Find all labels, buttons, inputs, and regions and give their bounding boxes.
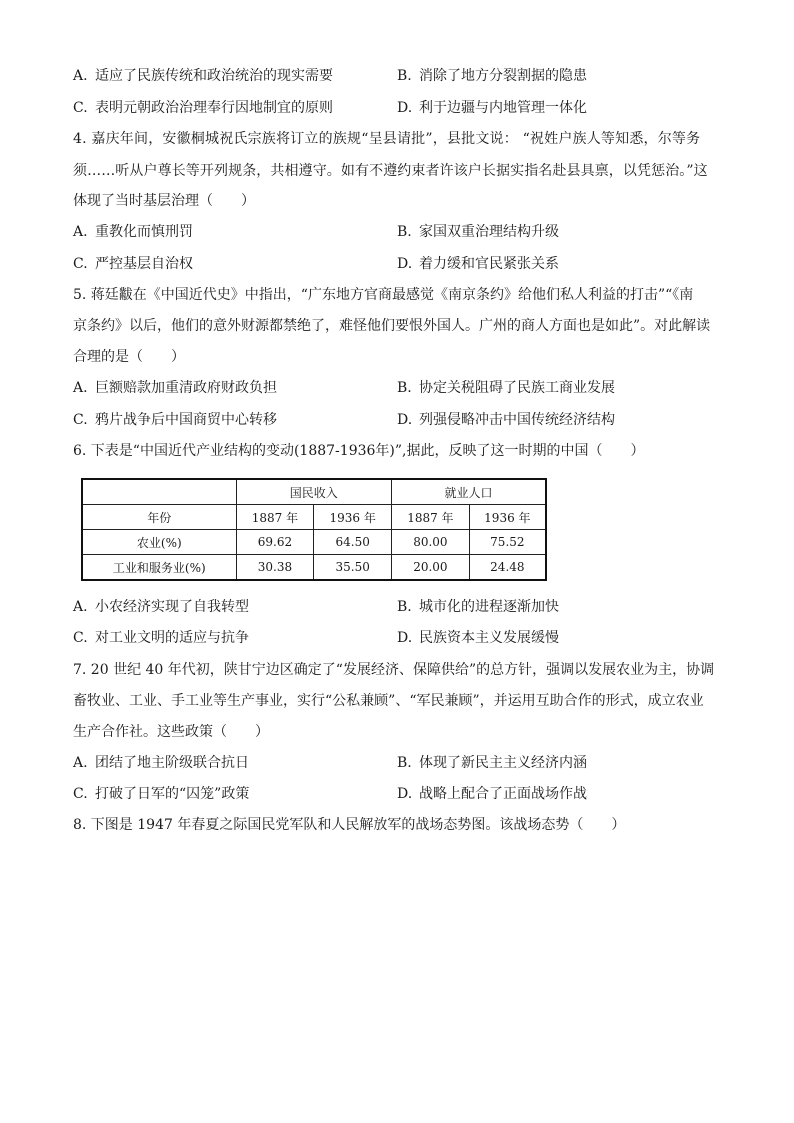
q4-option-d[interactable] [397,255,559,273]
table-row-header: 年份 [82,505,236,530]
option-text: 家国双重治理结构升级 [419,224,559,240]
q6-option-a[interactable] [73,598,249,616]
option-text: 鸦片战争后中国商贸中心转移 [95,412,277,428]
option-letter: B. [397,224,412,240]
q7-option-a[interactable] [73,754,249,772]
q4-option-c[interactable] [73,255,193,273]
table-group-header: 国民收入 [236,479,391,505]
table-cell: 80.00 [392,530,470,555]
q3-option-c[interactable] [73,99,333,117]
table-year-cell: 1887 年 [392,505,470,530]
option-letter: D. [397,630,413,646]
table-year-cell: 1936 年 [469,505,546,530]
table-cell: 69.62 [236,530,314,555]
option-text: 城市化的进程逐渐加快 [419,599,559,615]
option-letter: C. [73,256,88,272]
q6-stem-line1: 6. 下表是“中国近代产业结构的变动(1887-1936年)”,据此，反映了这一时期的中国（ ） [73,443,645,459]
table-cell: 30.38 [236,555,314,581]
q4-option-b[interactable] [397,223,559,241]
option-text: 战略上配合了正面战场作战 [419,786,587,802]
q5-stem-line3: 合理的是（ ） [73,349,185,365]
table-header-row [82,479,546,505]
option-letter: A. [73,380,88,396]
option-text: 利于边疆与内地管理一体化 [419,100,587,116]
q6-option-b[interactable] [397,598,559,616]
q5-stem-line1: 5. 蒋廷黻在《中国近代史》中指出，“广东地方官商最感觉《南京条约》给他们私人利益的打击”“《南 [73,287,694,303]
q5-stem-line2: 京条约》以后，他们的意外财源都禁绝了，难怪他们要恨外国人。广州的商人方面也是如此”。对此解读 [73,318,711,334]
table-group-header: 就业人口 [392,479,546,505]
q8-stem-line1: 8. 下图是 1947 年春夏之际国民党军队和人民解放军的战场态势图。该战场态势（ ） [73,817,626,833]
q4-option-a[interactable] [73,223,193,241]
table-row [82,530,546,555]
option-text: 着力缓和官民紧张关系 [419,256,559,272]
q5-option-d[interactable] [397,411,615,429]
q7-stem-line2: 畜牧业、工业、手工业等生产事业，实行“公私兼顾”、“军民兼顾”，并运用互助合作的形式，成立农业 [73,693,704,709]
table-cell: 75.52 [469,530,546,555]
option-letter: C. [73,630,88,646]
option-letter: C. [73,100,88,116]
table-row-label: 农业(%) [82,530,236,555]
q5-option-b[interactable] [397,379,615,397]
table-row-label: 工业和服务业(%) [82,555,236,581]
q4-stem-line1: 4. 嘉庆年间，安徽桐城祝氏宗族将订立的族规“呈县请批”，县批文说： “祝姓户族人等知悉，尔等务 [73,131,701,147]
q3-option-b[interactable] [397,67,587,85]
option-text: 列强侵略冲击中国传统经济结构 [419,412,615,428]
option-letter: B. [397,755,412,771]
table-cell: 24.48 [469,555,546,581]
table-cell: 64.50 [314,530,392,555]
option-text: 小农经济实现了自我转型 [95,599,249,615]
q7-stem-line1: 7. 20 世纪 40 年代初，陕甘宁边区确定了“发展经济、保障供给”的总方针，强调以发展农业为主，协调 [73,662,715,678]
option-letter: B. [397,599,412,615]
table-year-cell: 1936 年 [314,505,392,530]
table-cell: 20.00 [392,555,470,581]
table-cell: 35.50 [314,555,392,581]
option-letter: D. [397,256,413,272]
option-letter: A. [73,68,88,84]
option-text: 打破了日军的“囚笼”政策 [95,786,250,802]
q7-stem-line3: 生产合作社。这些政策（ ） [73,724,269,740]
q7-option-d[interactable] [397,785,587,803]
q3-option-a[interactable] [73,67,333,85]
option-letter: D. [397,100,413,116]
q4-stem-line2: 须……听从户尊长等开列规条，共相遵守。如有不遵约束者许该户长据实指名赴县具禀，以凭惩治。”这 [73,163,708,179]
q6-option-c[interactable] [73,629,249,647]
table-corner-cell [82,479,236,505]
option-letter: D. [397,412,413,428]
table-year-row [82,505,546,530]
table-row [82,555,546,581]
q5-option-c[interactable] [73,411,277,429]
option-letter: C. [73,786,88,802]
option-text: 适应了民族传统和政治统治的现实需要 [95,68,333,84]
q6-option-d[interactable] [397,629,559,647]
option-text: 巨额赔款加重清政府财政负担 [95,380,277,396]
option-text: 表明元朝政治治理奉行因地制宜的原则 [95,100,333,116]
option-letter: A. [73,599,88,615]
option-text: 对工业文明的适应与抗争 [95,630,249,646]
option-text: 体现了新民主主义经济内涵 [419,755,587,771]
option-letter: B. [397,68,412,84]
option-text: 重教化而慎刑罚 [95,224,193,240]
option-letter: C. [73,412,88,428]
option-letter: D. [397,786,413,802]
option-text: 协定关税阻碍了民族工商业发展 [419,380,615,396]
q4-stem-line3: 体现了当时基层治理（ ） [73,193,255,209]
q3-option-d[interactable] [397,99,587,117]
option-text: 严控基层自治权 [95,256,193,272]
q7-option-c[interactable] [73,785,249,803]
option-text: 消除了地方分裂割据的隐患 [419,68,587,84]
q7-option-b[interactable] [397,754,587,772]
industry-structure-table [81,478,547,581]
table-year-cell: 1887 年 [236,505,314,530]
option-text: 民族资本主义发展缓慢 [419,630,559,646]
option-letter: A. [73,755,88,771]
option-text: 团结了地主阶级联合抗日 [95,755,249,771]
option-letter: B. [397,380,412,396]
option-letter: A. [73,224,88,240]
q5-option-a[interactable] [73,379,277,397]
